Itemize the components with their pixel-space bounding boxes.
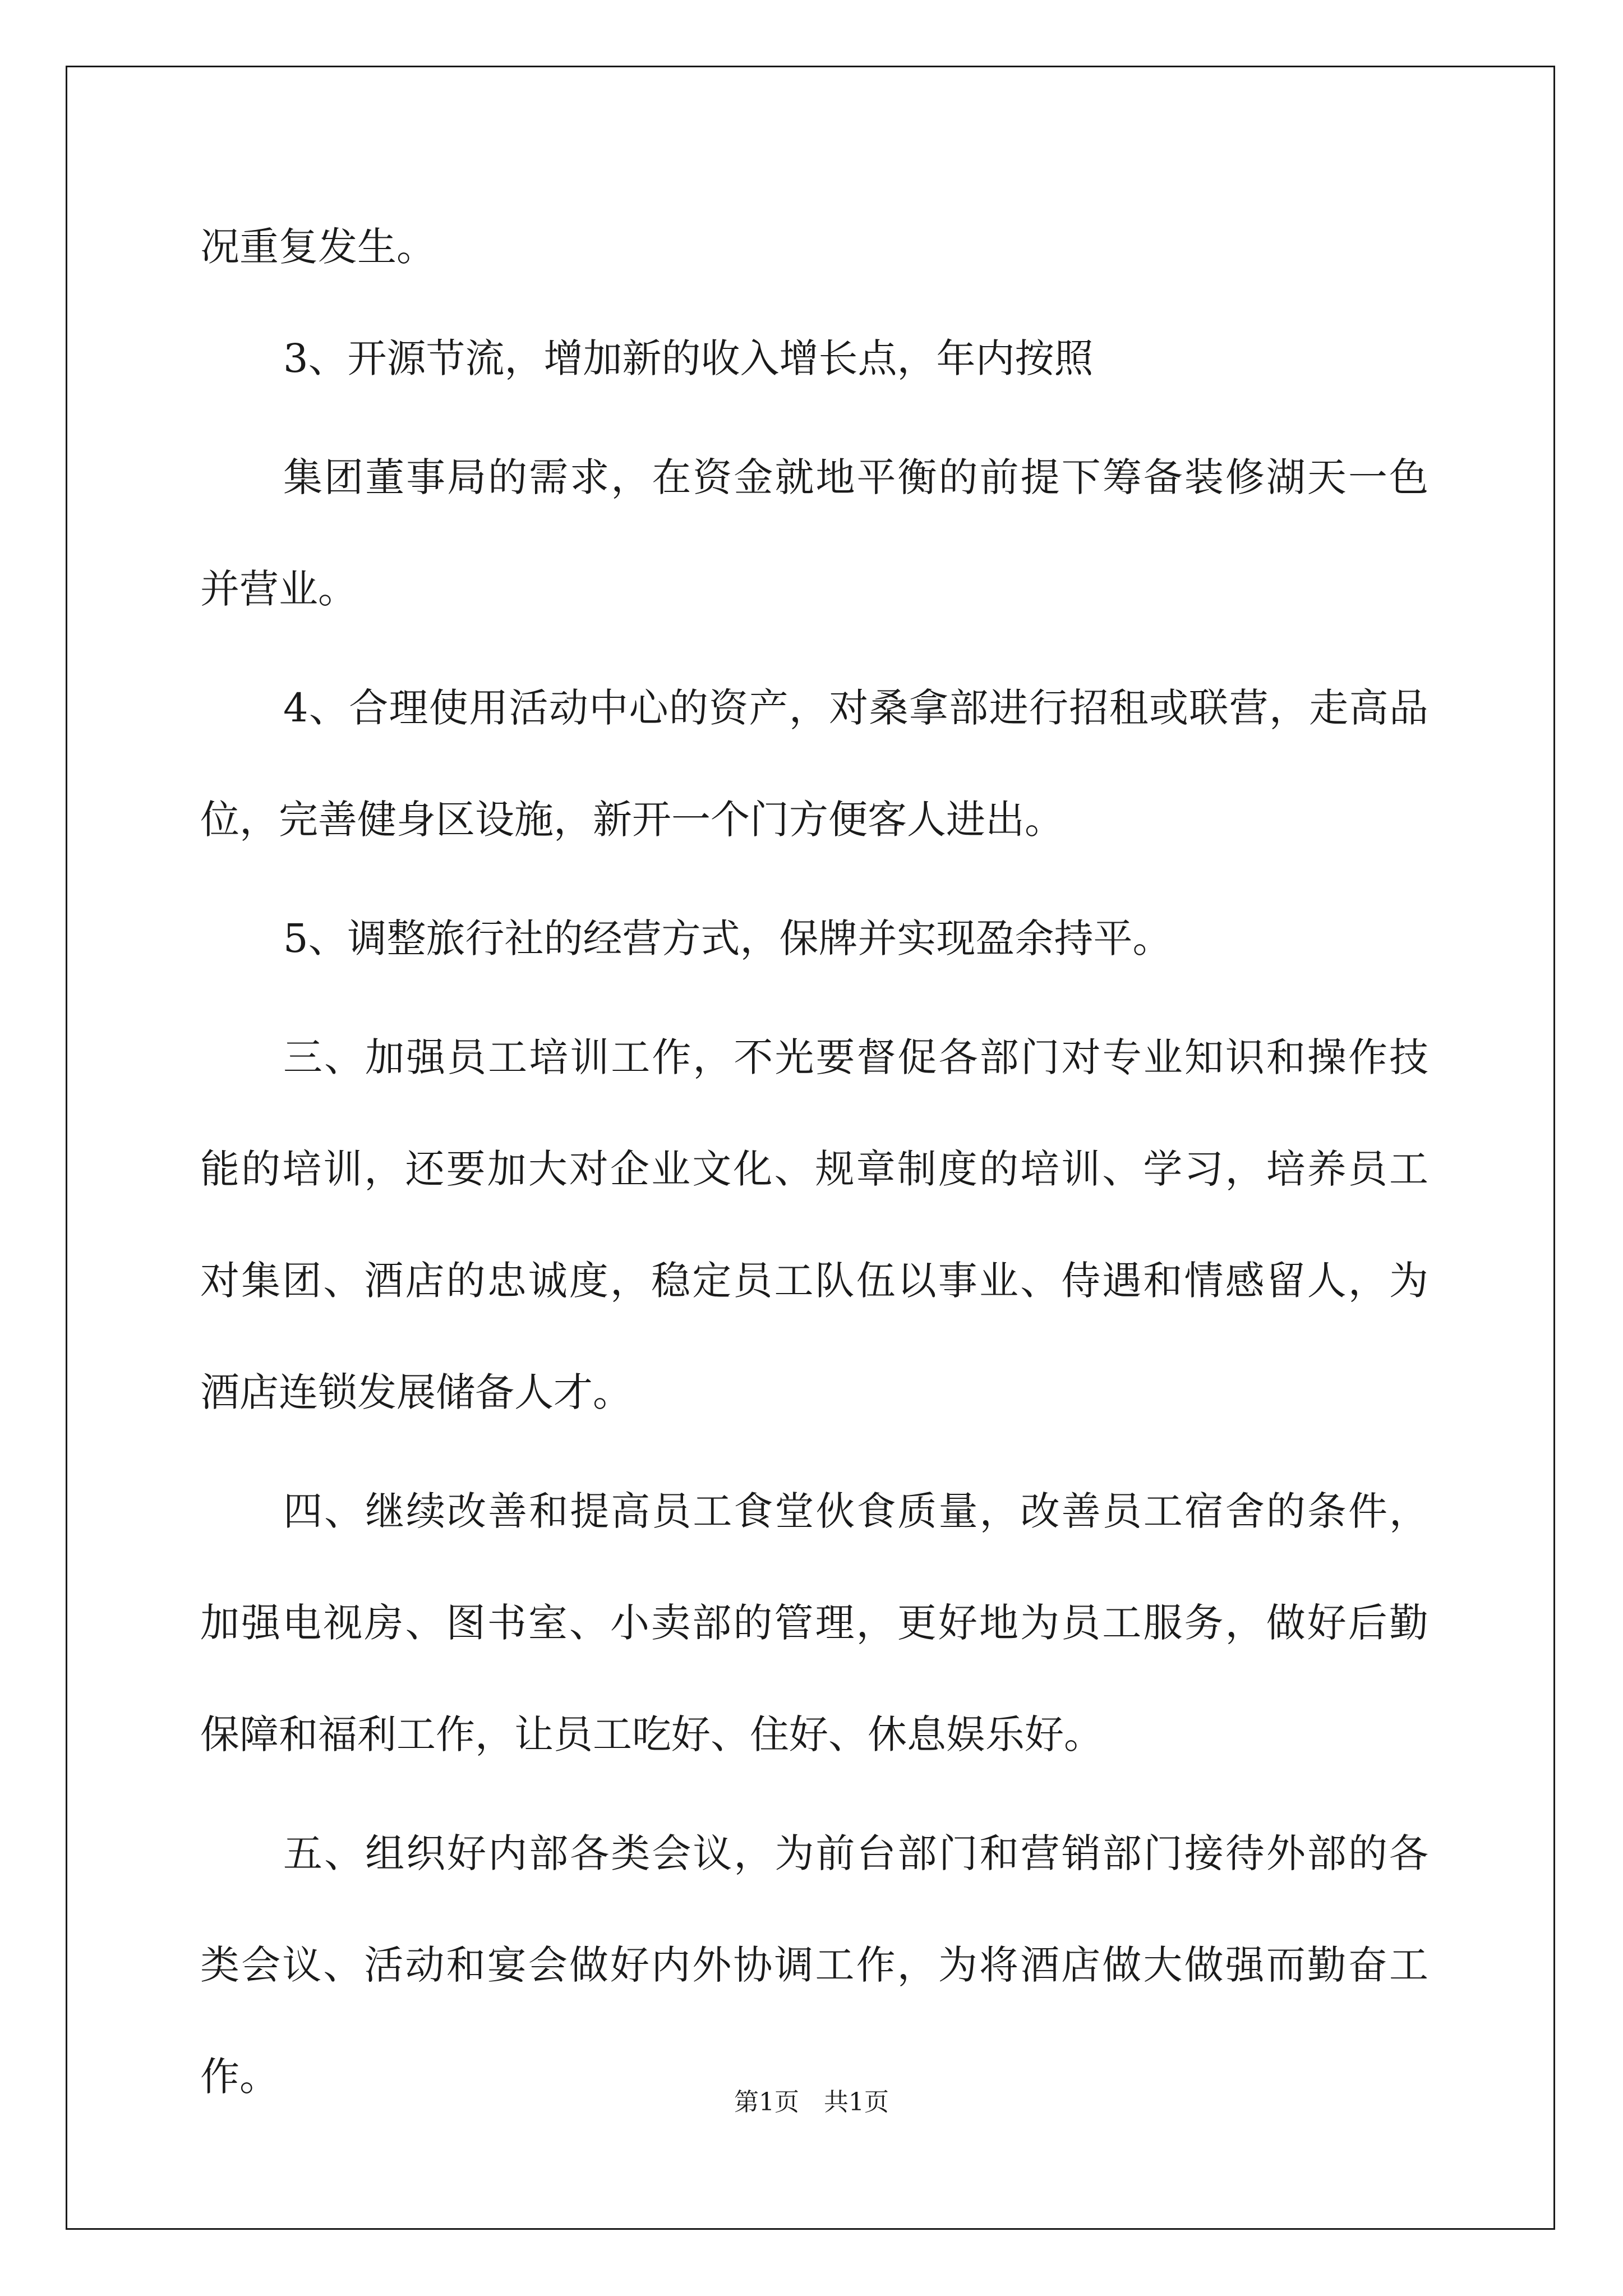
text-line: 五、组织好内部各类会议，为前台部门和营销部门接待外部的各 (283, 1830, 1428, 1876)
text-line: 类会议、活动和宴会做好内外协调工作，为将酒店做大做强而勤奋工 (200, 1942, 1428, 1988)
text-line: 三、加强员工培训工作，不光要督促各部门对专业知识和操作技 (283, 1034, 1428, 1080)
page-number: 第1页 (734, 2088, 799, 2116)
text-line: 能的培训，还要加大对企业文化、规章制度的培训、学习，培养员工 (200, 1146, 1428, 1192)
text-line: 集团董事局的需求，在资金就地平衡的前提下筹备装修湖天一色 (283, 454, 1428, 500)
text-line: 保障和福利工作，让员工吃好、住好、休息娱乐好。 (200, 1711, 1103, 1757)
text-line: 4、合理使用活动中心的资产，对桑拿部进行招租或联营，走高品 (283, 685, 1428, 731)
document-body (200, 222, 1428, 2102)
text-line: 四、继续改善和提高员工食堂伙食质量，改善员工宿舍的条件， (283, 1488, 1428, 1534)
text-line: 况重复发生。 (200, 224, 436, 270)
text-line: 位，完善健身区设施，新开一个门方便客人进出。 (200, 797, 1064, 843)
text-line: 3、开源节流，增加新的收入增长点，年内按照 (283, 335, 1094, 381)
page-total: 共1页 (824, 2088, 889, 2116)
text-line: 加强电视房、图书室、小卖部的管理，更好地为员工服务，做好后勤 (200, 1600, 1428, 1646)
text-line: 5、调整旅行社的经营方式，保牌并实现盈余持平。 (283, 915, 1172, 961)
page-footer (0, 2086, 1623, 2119)
text-line: 酒店连锁发展储备人才。 (200, 1369, 632, 1415)
text-line: 并营业。 (200, 566, 357, 612)
text-line: 对集团、酒店的忠诚度，稳定员工队伍以事业、侍遇和情感留人，为 (200, 1258, 1428, 1304)
text-line: 作。 (200, 2054, 279, 2100)
